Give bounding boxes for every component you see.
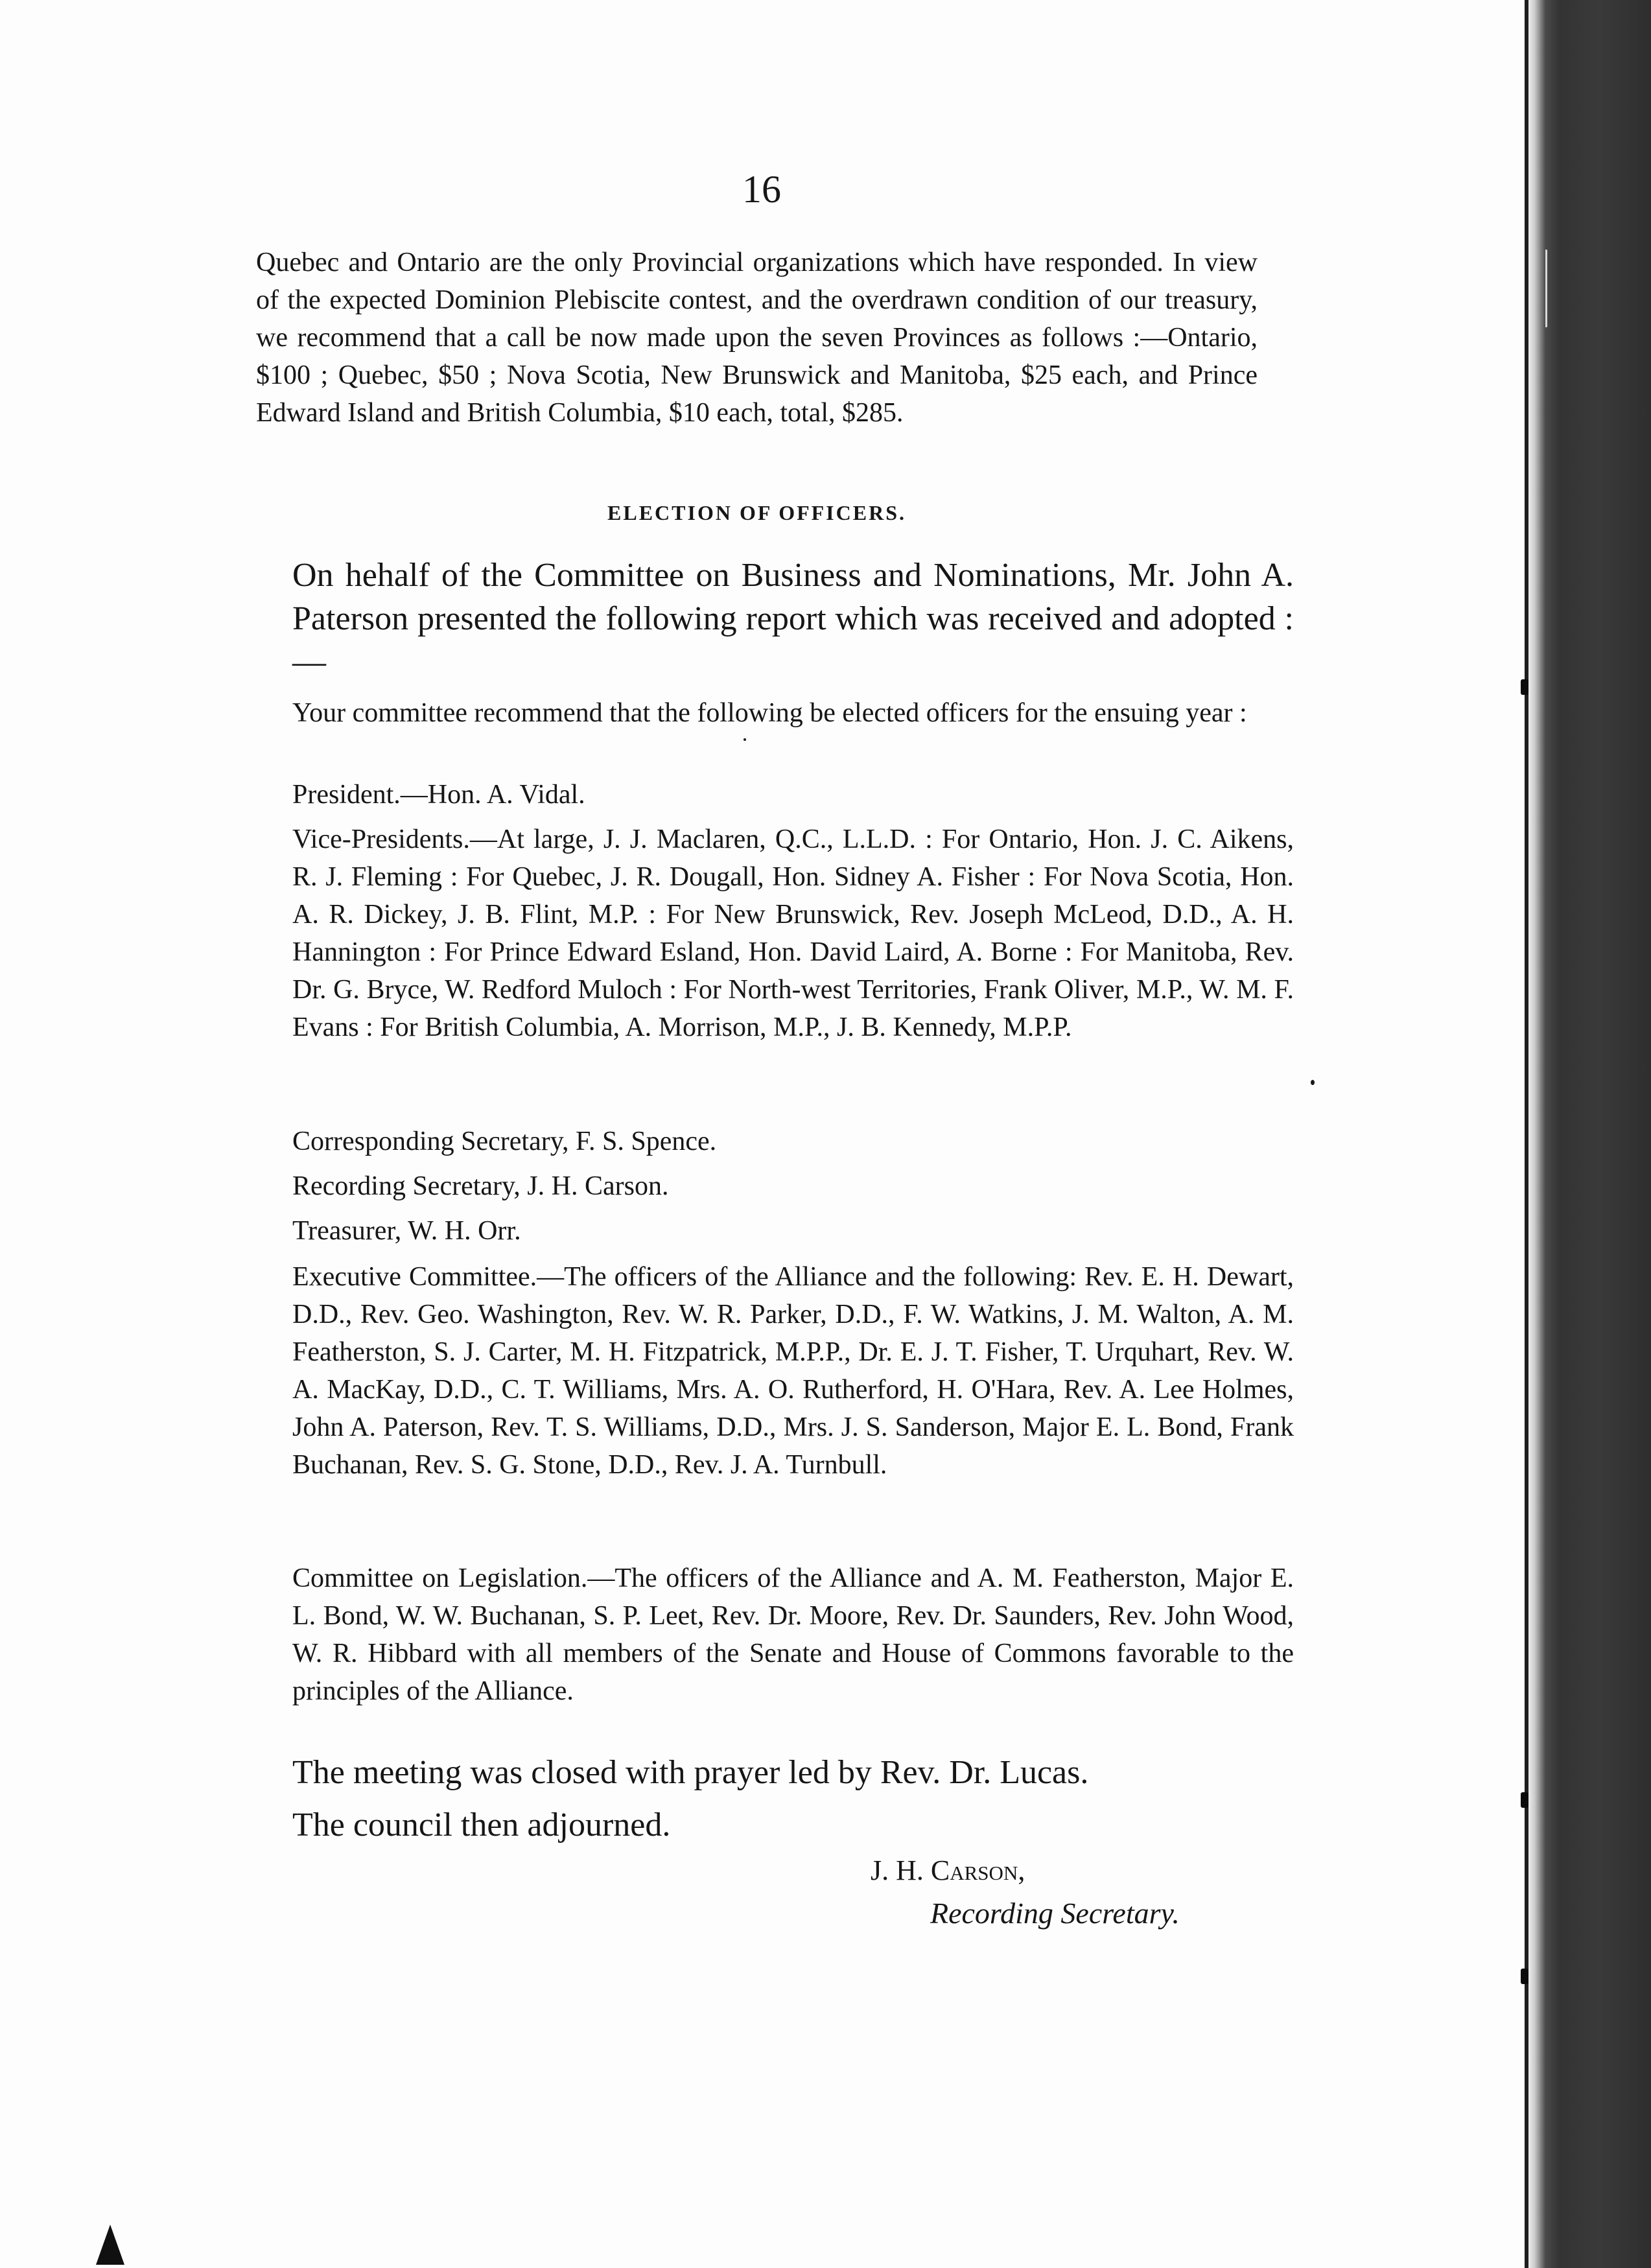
closing-prayer: The meeting was closed with prayer led by Rev. Dr. Lucas. bbox=[292, 1754, 1089, 1791]
scan-edge-mark bbox=[1521, 679, 1528, 695]
signature-name: J. H. Carson, bbox=[871, 1854, 1025, 1886]
report-treasurer: Treasurer, W. H. Orr. bbox=[292, 1216, 521, 1246]
scan-edge-line bbox=[1525, 0, 1528, 2268]
scan-book-edge bbox=[1521, 0, 1651, 2268]
scan-corner-mark bbox=[96, 2225, 124, 2265]
report-preamble: Your committee recommend that the following be elected officers for the ensuing year : bbox=[292, 698, 1247, 728]
report-executive-committee: Executive Committee.—The officers of the Alliance and the following: Rev. E. H. Dewart, D.D., Rev. Geo. Washington, Rev. W. R. Parker, D.D., F. W. Watkins, J. M. Walton, A. M. Featherston, S. J. Carter, M. H. Fitzpatrick, M.P.P., Dr. E. J. T. Fisher, T. Urquhart, Rev. W. A. MacKay, D.D., C. T. Williams, Mrs. A. O. Rutherford, H. O'Hara, Rev. A. Lee Holmes, John A. Paterson, Rev. T. S. Williams, D.D., Mrs. J. S. Sanderson, Major E. L. Bond, Frank Buchanan, Rev. S. G. Stone, D.D., Rev. J. A. Turnbull. bbox=[292, 1262, 1294, 1480]
page-number: 16 bbox=[742, 168, 781, 211]
intro-paragraph: On hehalf of the Committee on Business and Nominations, Mr. John A. Paterson presented the following report which was received and adopted :— bbox=[292, 557, 1294, 681]
section-heading: ELECTION OF OFFICERS. bbox=[607, 501, 906, 524]
scan-speck bbox=[744, 738, 746, 741]
closing-adjourned: The council then adjourned. bbox=[292, 1806, 671, 1843]
scan-edge-mark bbox=[1521, 1969, 1528, 1984]
opening-paragraph: Quebec and Ontario are the only Provincial organizations which have responded. In view of the expected Dominion Plebiscite contest, and the overdrawn condition of our treasury, we recommend that a call be now made upon the seven Provinces as follows :—Ontario, $100 ; Quebec, $50 ; Nova Scotia, New Brunswick and Manitoba, $25 each, and Prince Edward Island and British Columbia, $10 each, total, $285. bbox=[256, 248, 1258, 428]
report-committee-on-legislation: Committee on Legislation.—The officers of the Alliance and A. M. Featherston, Major E. L. Bond, W. W. Buchanan, S. P. Leet, Rev. Dr. Moore, Rev. Dr. Saunders, Rev. John Wood, W. R. Hibbard with all members of the Senate and House of Commons favorable to the principles of the Alliance. bbox=[292, 1563, 1294, 1706]
scan-edge-notch bbox=[1545, 250, 1552, 327]
report-recording-secretary: Recording Secretary, J. H. Carson. bbox=[292, 1171, 669, 1201]
scan-edge-mark bbox=[1521, 1792, 1528, 1808]
scan-speck bbox=[1311, 1080, 1315, 1085]
report-president: President.—Hon. A. Vidal. bbox=[292, 780, 585, 810]
signature-title: Recording Secretary. bbox=[930, 1897, 1180, 1930]
report-corresponding-secretary: Corresponding Secretary, F. S. Spence. bbox=[292, 1127, 717, 1156]
report-vice-presidents: Vice-Presidents.—At large, J. J. Maclaren, Q.C., L.L.D. : For Ontario, Hon. J. C. Aikens, R. J. Fleming : For Quebec, J. R. Dougall, Hon. Sidney A. Fisher : For Nova Scotia, Hon. A. R. Dickey, J. B. Flint, M.P. : For New Brunswick, Rev. Joseph McLeod, D.D., A. H. Hannington : For Prince Edward Esland, Hon. David Laird, A. Borne : For Manitoba, Rev. Dr. G. Bryce, W. Redford Muloch : For North-west Territories, Frank Oliver, M.P., W. M. F. Evans : For British Columbia, A. Morrison, M.P., J. B. Kennedy, M.P.P. bbox=[292, 824, 1294, 1042]
